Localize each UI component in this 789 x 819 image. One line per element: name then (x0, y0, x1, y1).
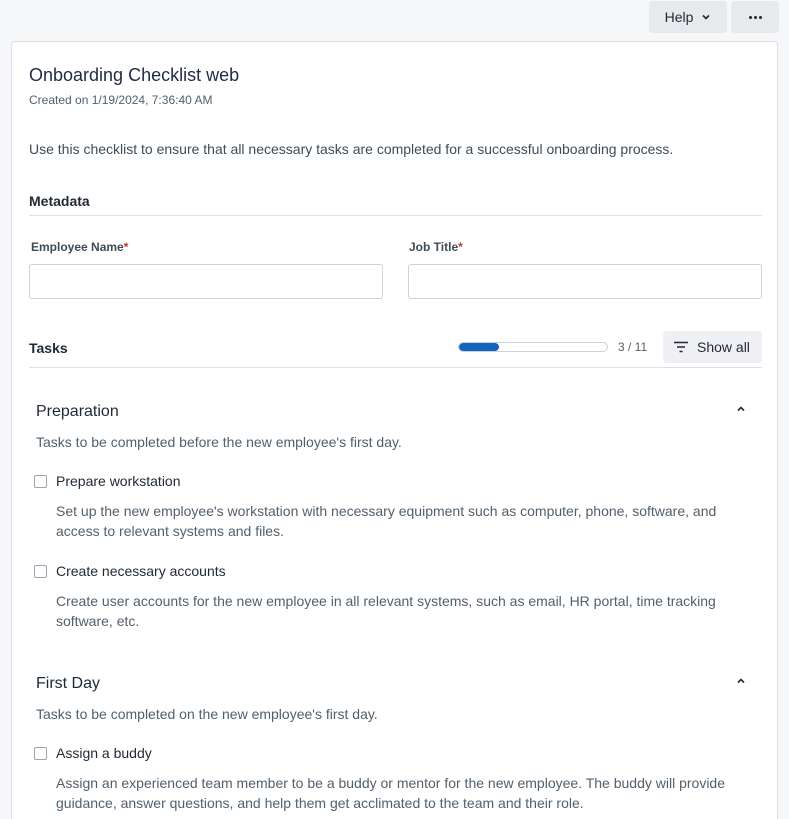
chevron-up-icon[interactable] (735, 675, 747, 687)
job-title-label: Job Title* (409, 240, 463, 254)
task-checkbox-assign-buddy[interactable] (34, 747, 47, 760)
group-title-first-day: First Day (36, 675, 100, 692)
show-all-button[interactable] (663, 331, 762, 363)
tasks-progress-bar (458, 342, 608, 352)
task-label-create-accounts[interactable]: Create necessary accounts (56, 563, 226, 579)
task-label-assign-buddy[interactable]: Assign a buddy (56, 745, 152, 761)
tasks-divider (29, 367, 762, 368)
help-button-label: Help (664, 9, 694, 25)
top-toolbar (0, 0, 789, 41)
tasks-progress-count: 3 / 11 (618, 340, 648, 354)
task-description-create-accounts: Create user accounts for the new employee in all relevant systems, such as email, HR portal, time tracking software, etc. (56, 593, 716, 629)
created-timestamp: Created on 1/19/2024, 7:36:40 AM (29, 93, 213, 107)
chevron-down-icon (701, 12, 711, 22)
job-title-input[interactable] (408, 264, 762, 299)
task-description-assign-buddy: Assign an experienced team member to be a buddy or mentor for the new employee. The buddy will provide guidance, answer questions, and help them get acclimated to the team and their role. (56, 775, 725, 811)
task-label-prepare-workstation[interactable]: Prepare workstation (56, 473, 181, 489)
page-title: Onboarding Checklist web (29, 65, 240, 85)
tasks-progress-fill (459, 343, 499, 351)
more-options-button[interactable] (731, 1, 779, 33)
chevron-up-icon[interactable] (735, 403, 747, 415)
group-description-first-day: Tasks to be completed on the new employee's first day. (36, 706, 378, 722)
checklist-description: Use this checklist to ensure that all necessary tasks are completed for a successful onboarding process. (29, 141, 674, 157)
group-description-preparation: Tasks to be completed before the new employee's first day. (36, 434, 402, 450)
group-title-preparation: Preparation (36, 403, 119, 420)
ellipsis-icon (749, 16, 762, 19)
checklist-card (11, 41, 778, 819)
metadata-heading: Metadata (29, 193, 90, 209)
task-checkbox-prepare-workstation[interactable] (34, 475, 47, 488)
employee-name-input[interactable] (29, 264, 383, 299)
help-button[interactable] (649, 1, 727, 33)
task-description-prepare-workstation: Set up the new employee's workstation with necessary equipment such as computer, phone, software, and access to relevant systems and files. (56, 503, 717, 539)
tasks-heading: Tasks (29, 340, 68, 356)
show-all-label: Show all (697, 339, 750, 355)
filter-icon (673, 341, 689, 353)
employee-name-label: Employee Name* (31, 240, 129, 254)
metadata-divider (29, 215, 762, 216)
task-checkbox-create-accounts[interactable] (34, 565, 47, 578)
